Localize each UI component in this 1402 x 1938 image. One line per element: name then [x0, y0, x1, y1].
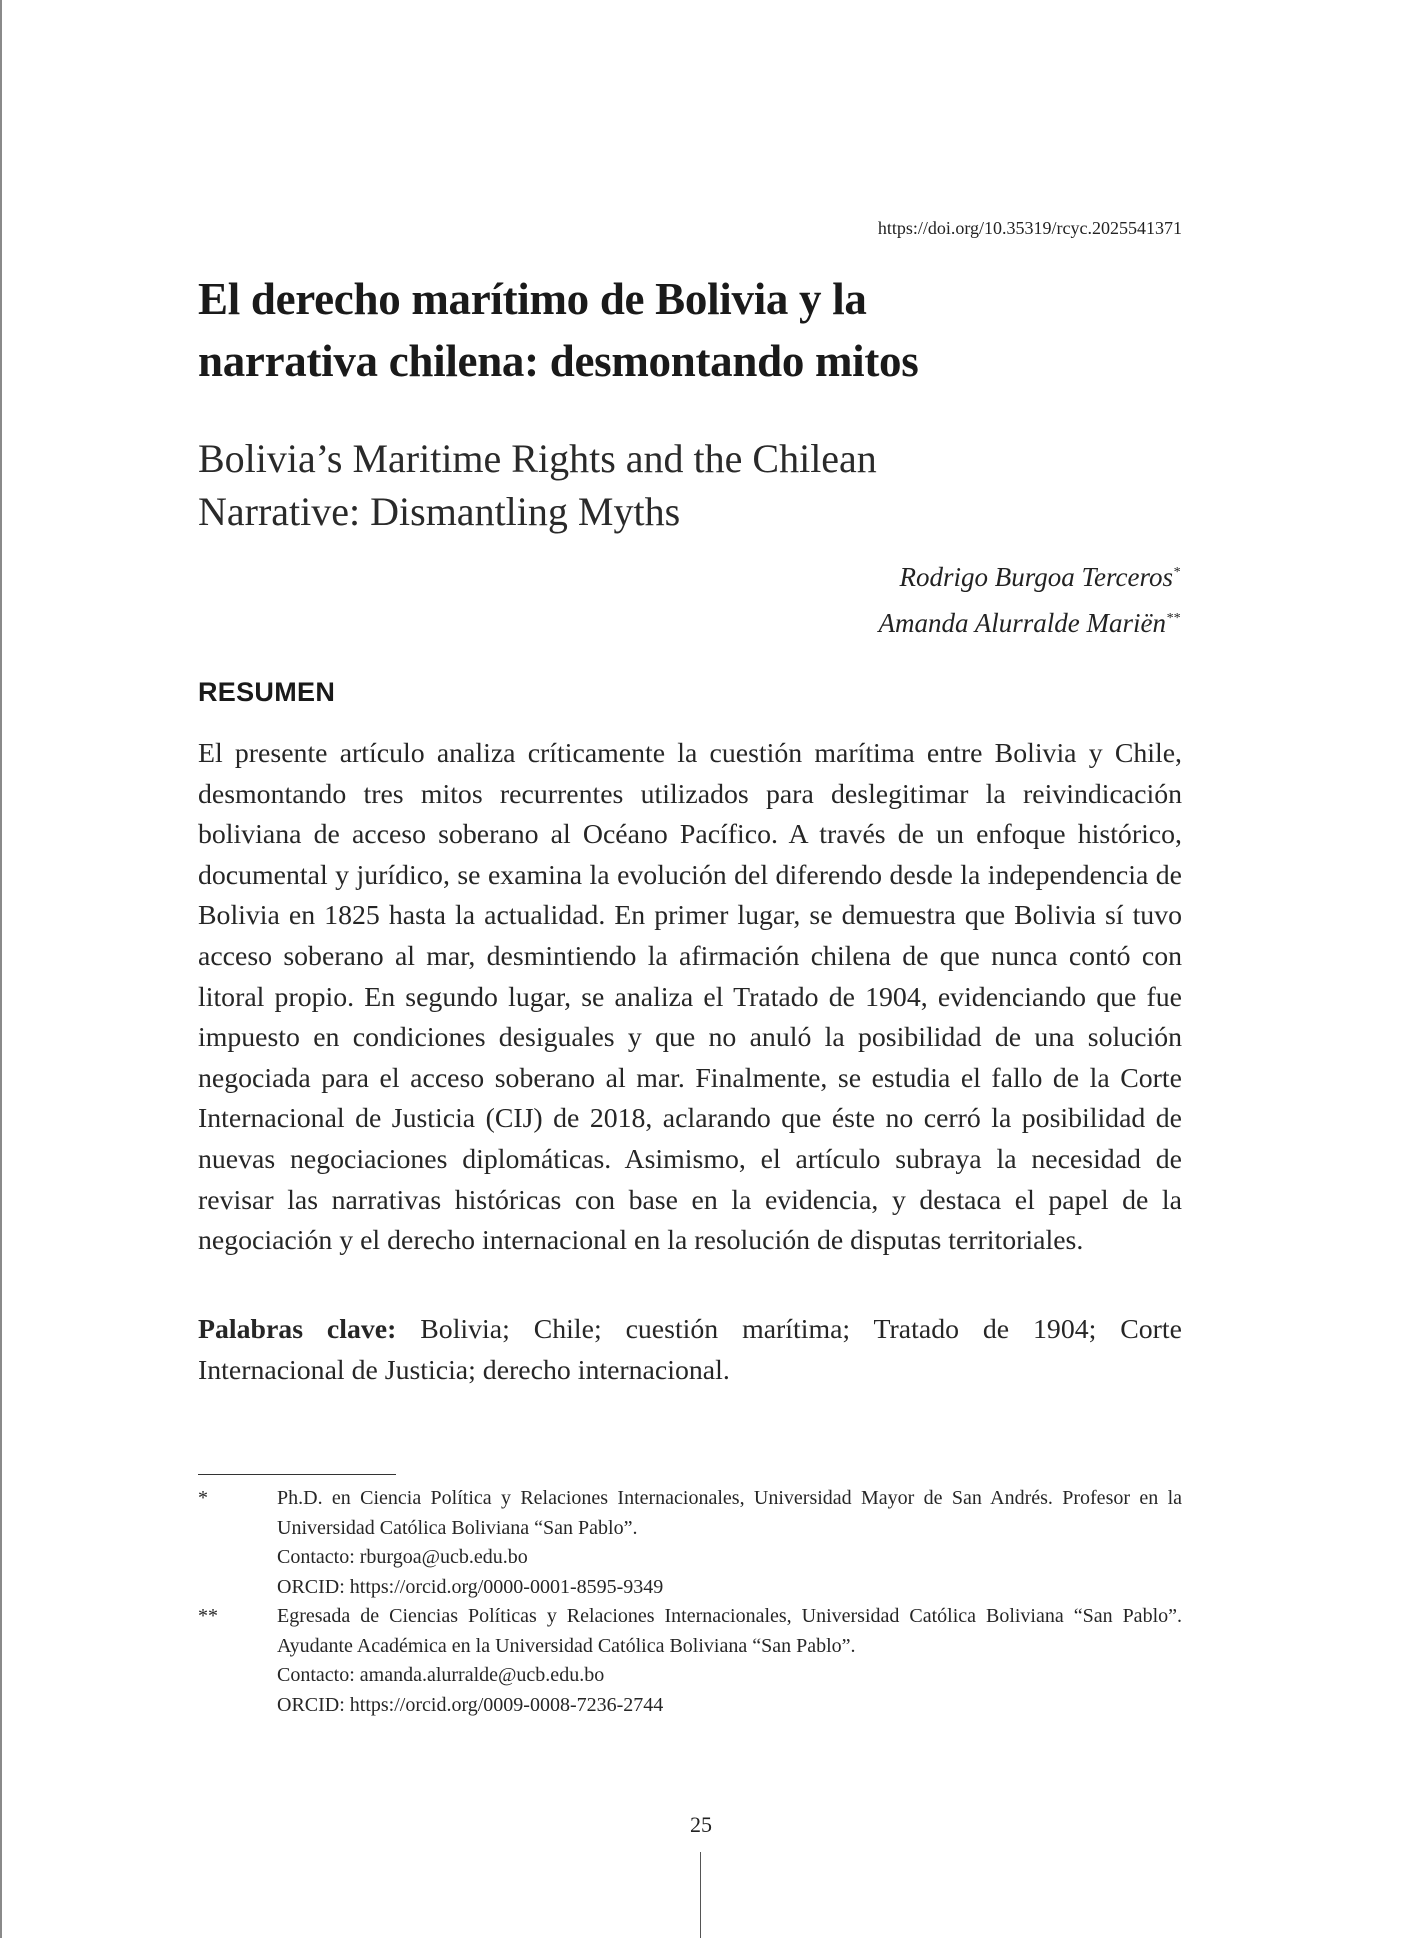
article-title — [198, 268, 1198, 392]
author-1 — [879, 552, 1180, 598]
footnote-orcid[interactable]: ORCID: https://orcid.org/0009-0008-7236-2744 — [277, 1693, 664, 1716]
author-2 — [879, 598, 1180, 644]
article-subtitle-line-2: Narrative: Dismantling Myths — [198, 489, 681, 534]
keywords — [198, 1310, 1182, 1391]
page-number: 25 — [690, 1812, 712, 1837]
footnote-2 — [198, 1602, 1182, 1720]
keywords-label: Palabras clave: — [198, 1314, 397, 1345]
footnote-orcid[interactable]: ORCID: https://orcid.org/0000-0001-8595-9349 — [277, 1575, 664, 1598]
abstract-body: El presente artículo analiza críticamente la cuestión marítima entre Bolivia y Chile, desmontando tres mitos recurrentes utilizados para deslegitimar la reivindicación boliviana de acceso soberano al Océano Pacífico. A través de un enfoque histórico, documental y jurídico, se examina la evolución del diferendo desde la independencia de Bolivia en 1825 hasta la actualidad. En primer lugar, se demuestra que Bolivia sí tuvo acceso soberano al mar, desmintiendo la afirmación chilena de que nunca contó con litoral propio. En segundo lugar, se analiza el Tratado de 1904, evidenciando que fue impuesto en condiciones desiguales y que no anuló la posibilidad de una solución negociada para el acceso soberano al mar. Finalmente, se estudia el fallo de la Corte Internacional de Justicia (CIJ) de 2018, aclarando que éste no cerró la posibilidad de nuevas negociaciones diplomáticas. Asimismo, el artículo subraya la necesidad de revisar las narrativas históricas con base en la evidencia, y destaca el papel de la negociación y el derecho internacional en la resolución de disputas territoriales. — [198, 738, 1182, 1257]
footnote-1 — [198, 1484, 1182, 1602]
article-subtitle-line-1: Bolivia’s Maritime Rights and the Chilean — [198, 436, 877, 481]
author-list — [879, 552, 1180, 644]
footnote-contact[interactable]: Contacto: amanda.alurralde@ucb.edu.bo — [277, 1664, 605, 1686]
page-bottom-rule — [700, 1852, 701, 1938]
footnotes — [198, 1484, 1182, 1720]
abstract-heading: RESUMEN — [198, 677, 336, 707]
author-footnote-mark[interactable]: * — [1173, 565, 1180, 580]
footnote-mark: * — [198, 1487, 208, 1509]
footnote-contact[interactable]: Contacto: rburgoa@ucb.edu.bo — [277, 1546, 528, 1568]
article-subtitle — [198, 432, 1198, 538]
footnote-separator — [198, 1474, 396, 1475]
page-left-edge — [0, 0, 2, 1938]
footnote-text: Egresada de Ciencias Políticas y Relaciones Internacionales, Universidad Católica Boliviana “San Pablo”. Ayudante Académica en la Universidad Católica Boliviana “San Pablo”. — [277, 1605, 1182, 1657]
doi-link[interactable]: https://doi.org/10.35319/rcyc.2025541371 — [877, 218, 1182, 238]
footnote-text: Ph.D. en Ciencia Política y Relaciones Internacionales, Universidad Mayor de San Andrés. Profesor en la Universidad Católica Boliviana “San Pablo”. — [277, 1487, 1182, 1539]
footnote-mark: ** — [198, 1605, 218, 1627]
author-footnote-mark[interactable]: ** — [1166, 611, 1180, 626]
keywords-text: Bolivia; Chile; cuestión marítima; Tratado de 1904; Corte Internacional de Justicia; derecho internacional. — [198, 1314, 1182, 1386]
author-name: Rodrigo Burgoa Terceros — [899, 562, 1173, 592]
author-name: Amanda Alurralde Mariën — [878, 608, 1166, 638]
article-title-line-2: narrativa chilena: desmontando mitos — [198, 336, 919, 386]
article-title-line-1: El derecho marítimo de Bolivia y la — [198, 274, 867, 324]
